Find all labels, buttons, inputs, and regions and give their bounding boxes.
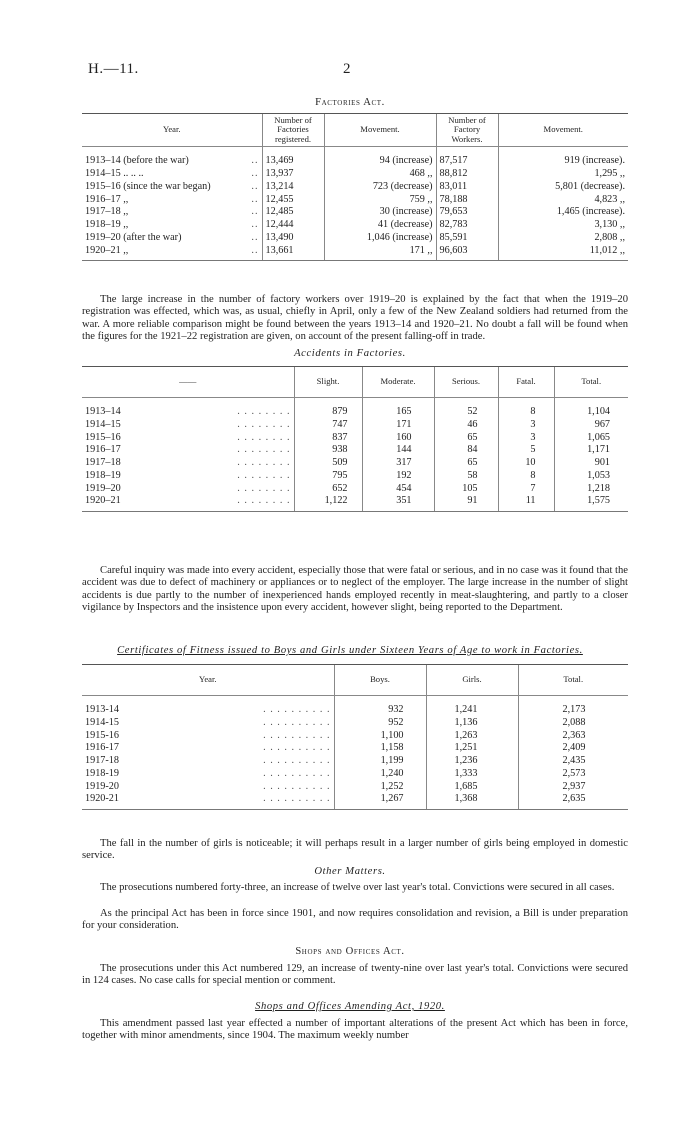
paragraph-bill	[82, 908, 628, 933]
moderate-cell: 454	[362, 483, 434, 496]
serious-cell: 52	[434, 398, 498, 419]
workers-cell: 87,517	[436, 147, 498, 168]
certificates-table-header	[82, 665, 628, 696]
table-row	[82, 781, 628, 794]
factories-cell: 12,485	[262, 206, 324, 219]
year-cell	[82, 755, 334, 768]
year-cell	[82, 781, 334, 794]
factories-table-header	[82, 114, 628, 147]
fatal-cell: 3	[498, 419, 554, 432]
factories-cell: 12,455	[262, 194, 324, 207]
table-row	[82, 206, 628, 219]
table-row	[82, 742, 628, 755]
paragraph-text: As the principal Act has been in force since 1901, and now requires consolidation and revision, a Bill is under preparation for your consideration.	[82, 908, 628, 932]
year-label: 1918–19	[85, 469, 121, 481]
fatal-cell: 7	[498, 483, 554, 496]
girls-cell: 1,241	[426, 696, 518, 717]
girls-cell: 1,136	[426, 717, 518, 730]
worker-movement-cell: 2,808 ,,	[498, 232, 628, 245]
serious-cell: 58	[434, 470, 498, 483]
table-row	[82, 768, 628, 781]
leader-dots: . . . . . . . .	[237, 444, 291, 456]
col-serious: Serious.	[434, 367, 498, 398]
paragraph-accidents	[82, 565, 628, 615]
slight-cell: 837	[294, 432, 362, 445]
accidents-table	[82, 366, 628, 512]
total-cell: 2,435	[518, 755, 628, 768]
col-factory-movement: Movement.	[324, 114, 436, 147]
total-cell: 2,173	[518, 696, 628, 717]
table-row	[82, 168, 628, 181]
leader-dots: ..	[251, 155, 259, 167]
girls-cell: 1,236	[426, 755, 518, 768]
total-cell: 2,363	[518, 730, 628, 743]
table-row	[82, 147, 628, 168]
worker-movement-cell: 11,012 ,,	[498, 245, 628, 261]
year-cell	[82, 457, 294, 470]
leader-dots: ..	[251, 193, 259, 205]
workers-cell: 96,603	[436, 245, 498, 261]
total-cell: 2,409	[518, 742, 628, 755]
slight-cell: 747	[294, 419, 362, 432]
worker-movement-cell: 1,465 (increase).	[498, 206, 628, 219]
leader-dots: . . . . . . . . . .	[263, 716, 331, 728]
col-boys: Boys.	[334, 665, 426, 696]
leader-dots: . . . . . . . . . .	[263, 742, 331, 754]
girls-cell: 1,368	[426, 793, 518, 809]
worker-movement-cell: 4,823 ,,	[498, 194, 628, 207]
boys-cell: 952	[334, 717, 426, 730]
year-cell	[82, 245, 262, 261]
table-row	[82, 232, 628, 245]
workers-cell: 82,783	[436, 219, 498, 232]
factories-cell: 13,661	[262, 245, 324, 261]
year-cell	[82, 696, 334, 717]
certificates-title: Certificates of Fitness issued to Boys and Girls under Sixteen Years of Age to work in Factories.	[117, 645, 583, 656]
slight-cell: 509	[294, 457, 362, 470]
year-label: 1916–17 ,,	[85, 193, 129, 205]
table-row	[82, 194, 628, 207]
year-label: 1914–15 .. .. ..	[85, 168, 144, 180]
year-label: 1914–15	[85, 418, 121, 430]
worker-movement-cell: 1,295 ,,	[498, 168, 628, 181]
workers-cell: 88,812	[436, 168, 498, 181]
fatal-cell: 3	[498, 432, 554, 445]
year-cell	[82, 219, 262, 232]
col-fatal: Fatal.	[498, 367, 554, 398]
factory-movement-cell: 759 ,,	[324, 194, 436, 207]
workers-cell: 79,653	[436, 206, 498, 219]
leader-dots: . . . . . . . .	[237, 431, 291, 443]
slight-cell: 938	[294, 444, 362, 457]
total-cell: 1,053	[554, 470, 628, 483]
year-label: 1915–16	[85, 431, 121, 443]
girls-cell: 1,263	[426, 730, 518, 743]
factory-movement-cell: 171 ,,	[324, 245, 436, 261]
slight-cell: 652	[294, 483, 362, 496]
total-cell: 1,065	[554, 432, 628, 445]
total-cell: 2,937	[518, 781, 628, 794]
year-label: 1918-19	[85, 767, 119, 779]
boys-cell: 1,100	[334, 730, 426, 743]
fatal-cell: 11	[498, 495, 554, 511]
total-cell: 1,218	[554, 483, 628, 496]
leader-dots: . . . . . . . . . .	[263, 767, 331, 779]
year-label: 1919-20	[85, 780, 119, 792]
boys-cell: 1,199	[334, 755, 426, 768]
table-row	[82, 495, 628, 511]
year-label: 1918–19 ,,	[85, 219, 129, 231]
year-cell	[82, 147, 262, 168]
moderate-cell: 317	[362, 457, 434, 470]
year-label: 1916–17	[85, 444, 121, 456]
paragraph-shops	[82, 963, 628, 988]
table-row	[82, 398, 628, 419]
shops-act-title: Shops and Offices Act.	[295, 946, 405, 957]
col-girls: Girls.	[426, 665, 518, 696]
paragraph-prosecutions	[82, 882, 628, 894]
paragraph-factory-workers	[82, 294, 628, 344]
paragraph-text: The fall in the number of girls is noticeable; it will perhaps result in a larger number of girls being employed in domestic service.	[82, 838, 628, 862]
col-year: Year.	[82, 114, 262, 147]
year-label: 1920–21	[85, 495, 121, 507]
moderate-cell: 165	[362, 398, 434, 419]
accidents-table-header	[82, 367, 628, 398]
fatal-cell: 10	[498, 457, 554, 470]
factories-cell: 13,469	[262, 147, 324, 168]
year-label: 1920-21	[85, 793, 119, 805]
leader-dots: . . . . . . . .	[237, 482, 291, 494]
total-cell: 967	[554, 419, 628, 432]
year-cell	[82, 793, 334, 809]
paragraph-girls	[82, 838, 628, 863]
table-row	[82, 470, 628, 483]
factory-movement-cell: 94 (increase)	[324, 147, 436, 168]
accidents-title: Accidents in Factories.	[294, 348, 406, 359]
table-row	[82, 483, 628, 496]
factories-cell: 13,937	[262, 168, 324, 181]
table-row	[82, 755, 628, 768]
year-cell	[82, 742, 334, 755]
serious-cell: 84	[434, 444, 498, 457]
total-cell: 1,171	[554, 444, 628, 457]
moderate-cell: 160	[362, 432, 434, 445]
total-cell: 1,575	[554, 495, 628, 511]
year-cell	[82, 432, 294, 445]
table-row	[82, 793, 628, 809]
page-number: 2	[343, 61, 351, 77]
worker-movement-cell: 3,130 ,,	[498, 219, 628, 232]
year-label: 1917-18	[85, 755, 119, 766]
year-label: 1914-15	[85, 716, 119, 728]
fatal-cell: 8	[498, 398, 554, 419]
boys-cell: 1,240	[334, 768, 426, 781]
leader-dots: . . . . . . . . . .	[263, 729, 331, 741]
year-label: 1913–14	[85, 406, 121, 417]
factories-cell: 12,444	[262, 219, 324, 232]
paragraph-text: The prosecutions numbered forty-three, an increase of twelve over last year's total. Convictions were secured in all cases.	[100, 882, 615, 893]
serious-cell: 91	[434, 495, 498, 511]
year-label: 1915–16 (since the war began)	[85, 180, 211, 192]
leader-dots: . . . . . . . .	[237, 495, 291, 507]
col-year: Year.	[82, 665, 334, 696]
serious-cell: 65	[434, 457, 498, 470]
table-row	[82, 219, 628, 232]
leader-dots: . . . . . . . . . .	[263, 780, 331, 792]
table-row	[82, 245, 628, 261]
moderate-cell: 171	[362, 419, 434, 432]
workers-cell: 85,591	[436, 232, 498, 245]
year-label: 1916-17	[85, 742, 119, 754]
year-cell	[82, 444, 294, 457]
year-label: 1919–20	[85, 482, 121, 494]
certificates-table	[82, 664, 628, 810]
col-workers: Number of Factory Workers.	[436, 114, 498, 147]
paragraph-amending	[82, 1018, 628, 1043]
year-cell	[82, 206, 262, 219]
year-cell	[82, 717, 334, 730]
slight-cell: 879	[294, 398, 362, 419]
serious-cell: 65	[434, 432, 498, 445]
year-cell	[82, 232, 262, 245]
year-cell	[82, 168, 262, 181]
col-worker-movement: Movement.	[498, 114, 628, 147]
col-factories: Number of Factories registered.	[262, 114, 324, 147]
year-label: 1913-14	[85, 704, 119, 715]
leader-dots: . . . . . . . .	[237, 469, 291, 481]
boys-cell: 1,158	[334, 742, 426, 755]
table-row	[82, 444, 628, 457]
year-cell	[82, 470, 294, 483]
workers-cell: 78,188	[436, 194, 498, 207]
factories-cell: 13,490	[262, 232, 324, 245]
boys-cell: 1,267	[334, 793, 426, 809]
leader-dots: ..	[251, 168, 259, 180]
factories-act-title: Factories Act.	[315, 97, 385, 108]
worker-movement-cell: 919 (increase).	[498, 147, 628, 168]
serious-cell: 105	[434, 483, 498, 496]
table-row	[82, 181, 628, 194]
paragraph-text: The prosecutions under this Act numbered 129, an increase of twenty-nine over last year's total. Convictions were secured in 124 cases. No case calls for special mention or comment.	[82, 963, 628, 987]
leader-dots: . . . . . . . . . .	[263, 793, 331, 805]
col-slight: Slight.	[294, 367, 362, 398]
factory-movement-cell: 1,046 (increase)	[324, 232, 436, 245]
year-label: 1919–20 (after the war)	[85, 231, 182, 243]
girls-cell: 1,333	[426, 768, 518, 781]
leader-dots: . . . . . . . .	[237, 418, 291, 430]
year-cell	[82, 483, 294, 496]
boys-cell: 932	[334, 696, 426, 717]
workers-cell: 83,011	[436, 181, 498, 194]
factory-movement-cell: 30 (increase)	[324, 206, 436, 219]
leader-dots: . . . . . . . . . .	[263, 755, 331, 766]
year-cell	[82, 495, 294, 511]
factory-movement-cell: 41 (decrease)	[324, 219, 436, 232]
girls-cell: 1,251	[426, 742, 518, 755]
year-cell	[82, 398, 294, 419]
year-cell	[82, 194, 262, 207]
total-cell: 1,104	[554, 398, 628, 419]
table-row	[82, 696, 628, 717]
fatal-cell: 5	[498, 444, 554, 457]
table-row	[82, 717, 628, 730]
leader-dots: . . . . . . . . . .	[263, 704, 331, 715]
slight-cell: 795	[294, 470, 362, 483]
col-blank: ——	[82, 367, 294, 398]
table-row	[82, 730, 628, 743]
table-row	[82, 419, 628, 432]
year-cell	[82, 768, 334, 781]
leader-dots: ..	[251, 219, 259, 231]
moderate-cell: 144	[362, 444, 434, 457]
fatal-cell: 8	[498, 470, 554, 483]
factory-movement-cell: 468 ,,	[324, 168, 436, 181]
col-total: Total.	[554, 367, 628, 398]
year-cell	[82, 730, 334, 743]
year-cell	[82, 181, 262, 194]
leader-dots: . . . . . . . .	[237, 406, 291, 417]
col-total: Total.	[518, 665, 628, 696]
leader-dots: ..	[251, 180, 259, 192]
leader-dots: ..	[251, 206, 259, 218]
paragraph-text: The large increase in the number of factory workers over 1919–20 is explained by the fact that when the 1919–20 registration was effected, which was, as usual, chiefly in April, only a few of the New Zealand soldiers had returned from the war. A more reliable comparison might be found between the years 1913–14 and 1920–21. No doubt a fall will be found when the figures for the 1921–22 registration are given, on account of the present falling-off in trade.	[82, 294, 628, 343]
year-label: 1917–18 ,,	[85, 206, 129, 218]
year-label: 1920–21 ,,	[85, 244, 129, 256]
total-cell: 2,635	[518, 793, 628, 809]
table-row	[82, 457, 628, 470]
girls-cell: 1,685	[426, 781, 518, 794]
boys-cell: 1,252	[334, 781, 426, 794]
paragraph-text: This amendment passed last year effected a number of important alterations of the present Act which has been in force, together with minor amendments, since 1904. The maximum weekly number	[82, 1018, 628, 1042]
table-row	[82, 432, 628, 445]
leader-dots: . . . . . . . .	[237, 457, 291, 468]
report-reference: H.—11.	[88, 61, 139, 77]
total-cell: 2,573	[518, 768, 628, 781]
year-label: 1913–14 (before the war)	[85, 155, 189, 167]
amending-act-title: Shops and Offices Amending Act, 1920.	[255, 1001, 445, 1012]
leader-dots: ..	[251, 231, 259, 243]
other-matters-title: Other Matters.	[314, 866, 386, 877]
moderate-cell: 351	[362, 495, 434, 511]
slight-cell: 1,122	[294, 495, 362, 511]
year-cell	[82, 419, 294, 432]
col-moderate: Moderate.	[362, 367, 434, 398]
leader-dots: ..	[251, 244, 259, 256]
moderate-cell: 192	[362, 470, 434, 483]
year-label: 1915-16	[85, 729, 119, 741]
factory-movement-cell: 723 (decrease)	[324, 181, 436, 194]
total-cell: 2,088	[518, 717, 628, 730]
serious-cell: 46	[434, 419, 498, 432]
paragraph-text: Careful inquiry was made into every accident, especially those that were fatal or serious, and in no case was it found that the accident was due to defect of machinery or appliances or to neglect of the employer. The large increase in the number of slight accidents is due partly to the number of inexperienced hands employed recently in meat-slaughtering, and partly to a closer vigilance by Inspectors and the insistence upon every accident, however slight, being reported to the Department.	[82, 565, 628, 614]
year-label: 1917–18	[85, 457, 121, 468]
factories-table	[82, 113, 628, 261]
factories-cell: 13,214	[262, 181, 324, 194]
worker-movement-cell: 5,801 (decrease).	[498, 181, 628, 194]
total-cell: 901	[554, 457, 628, 470]
